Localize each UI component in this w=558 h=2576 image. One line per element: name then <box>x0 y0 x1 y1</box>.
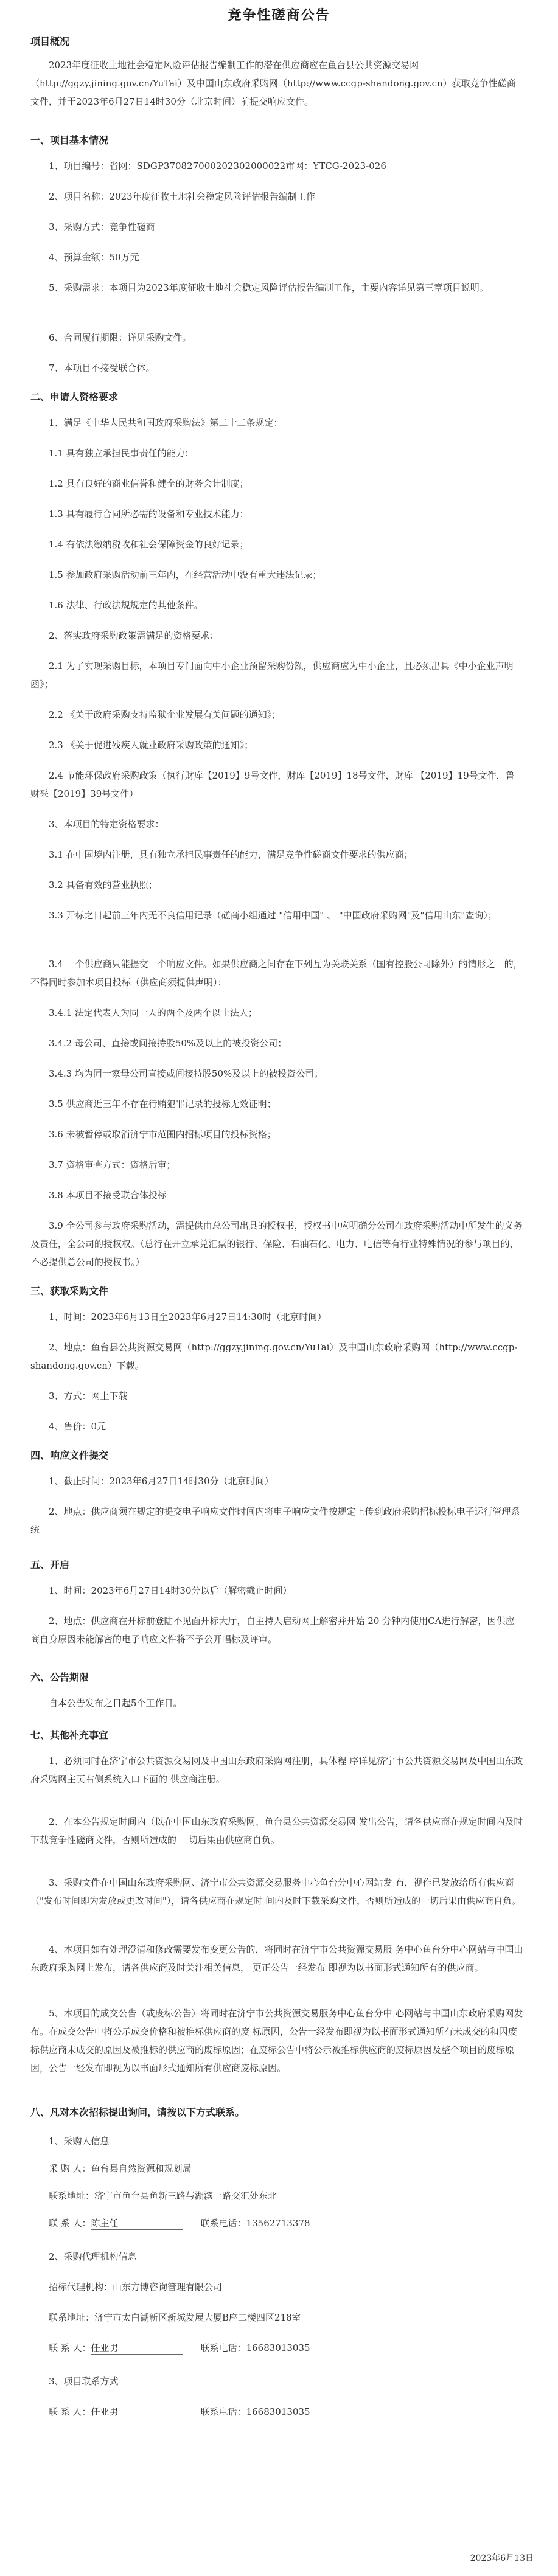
qualification-item: 2.1 为了实现采购目标，本项目专门面向中小企业预留采购份额，供应商应为中小企业，且必须出具《中小企业声明函》； <box>30 661 514 690</box>
qualification-item: 1.2 具有良好的商业信誉和健全的财务会计制度； <box>49 478 249 489</box>
qualification-item: 1.3 具有履行合同所必需的设备和专业技术能力； <box>49 509 249 519</box>
qualification-item: 3、本项目的特定资格要求： <box>49 819 164 830</box>
buyer-phone: 13562713378 <box>246 2218 310 2229</box>
section-4-heading: 四、响应文件提交 <box>30 1449 109 1461</box>
qualification-item: 3.4.3 均为同一家母公司直接或间接持股50%及以上的被投资公司； <box>49 1068 324 1079</box>
section-1-heading: 一、项目基本情况 <box>30 134 109 146</box>
agency-heading: 2、采购代理机构信息 <box>49 2251 137 2262</box>
qualification-item: 2、落实政府采购政策需满足的资格要求： <box>49 630 219 641</box>
overview-heading: 项目概况 <box>30 36 70 47</box>
agency-name: 山东方博咨询管理有限公司 <box>113 2282 223 2293</box>
overview-text: 2023年度征收土地社会稳定风险评估报告编制工作的潜在供应商应在鱼台县公共资源交易网（http://ggzy.jining.gov.cn/YuTai）及中国山东政府采购网（http://www.ccgp-shandong.gov.cn）获取竞争性磋商文件，并于2023年6月27日14时30分（北京时间）前提交响应文件。 <box>30 60 516 107</box>
procurement-method: 3、采购方式：竞争性磋商 <box>49 221 155 232</box>
qualification-item: 2.2 《关于政府采购支持监狱企业发展有关问题的通知》； <box>49 709 281 720</box>
project-contact-heading: 3、项目联系方式 <box>49 2376 119 2387</box>
qualification-item: 3.4 一个供应商只能提交一个响应文件。如果供应商之间存在下列互为关联关系（国有控股公司除外）的情形之一的，不得同时参加本项目投标（供应商须提供声明）： <box>30 959 523 988</box>
qualification-item: 3.4.2 母公司、直接或间接持股50%及以上的被投资公司； <box>49 1038 287 1049</box>
budget-amount: 4、预算金额：50万元 <box>49 252 139 263</box>
project-phone-label: 联系电话： <box>200 2406 246 2417</box>
agency-phone: 16683013035 <box>246 2342 310 2353</box>
contract-period: 6、合同履行期限：详见采购文件。 <box>49 332 192 343</box>
buyer-phone-label: 联系电话： <box>200 2218 246 2229</box>
section-8-heading: 八、凡对本次招标提出询问，请按以下方式联系。 <box>30 2106 245 2118</box>
submission-location: 2、地点：供应商须在规定的提交电子响应文件时间内将电子响应文件按规定上传到政府采购招标投标电子运行管理系统 <box>30 1506 520 1535</box>
qualification-item: 3.9 全公司参与政府采购活动，需提供由总公司出具的授权书，授权书中应明确分公司在政府采购活动中所发生的义务及责任，全公司的授权权。（总行在开立承兑汇票的银行、保险、石油石化、电力、电信等有行业特殊情况的参与项目的，不必提供总公司的授权书。） <box>30 1220 523 1268</box>
qualification-item: 3.7 资格审查方式：资格后审； <box>49 1159 176 1170</box>
buyer-contact: 陈主任 <box>91 2217 183 2230</box>
qualification-item: 2.3 《关于促进残疾人就业政府采购政策的通知》； <box>49 740 254 751</box>
qualification-item: 1.4 有依法缴纳税收和社会保障资金的良好记录； <box>49 539 249 550</box>
buyer-contact-label: 联 系 人： <box>49 2218 91 2229</box>
buyer-heading: 1、采购人信息 <box>49 2136 110 2147</box>
project-phone: 16683013035 <box>246 2406 310 2417</box>
agency-contact-label: 联 系 人： <box>49 2342 91 2353</box>
buyer-contact-row <box>30 2214 523 2232</box>
qualification-item: 1.5 参加政府采购活动前三年内，在经营活动中没有重大违法记录； <box>49 569 322 580</box>
buyer-name: 鱼台县自然资源和规划局 <box>91 2163 192 2174</box>
supplement-item: 3、采购文件在中国山东政府采购网、济宁市公共资源交易服务中心鱼台分中心网站发 布，视作已发放给所有供应商（"发布时间即为发放或更改时间"），请各供应商在规定时 间内及时下载采购文件，否则所造成的一切后果由供应商自负。 <box>30 1877 521 1906</box>
qualification-item: 3.4.1 法定代表人为同一人的两个及两个以上法人； <box>49 1007 257 1018</box>
page-title: 竞争性磋商公告 <box>228 7 330 23</box>
section-5-heading: 五、开启 <box>30 1559 70 1571</box>
qualification-item: 1、满足《中华人民共和国政府采购法》第二十二条规定： <box>49 417 283 428</box>
buyer-address-row <box>30 2187 523 2205</box>
no-consortium: 7、本项目不接受联合体。 <box>49 363 155 373</box>
section-3-heading: 三、获取采购文件 <box>30 1285 109 1297</box>
buyer-address-label: 联系地址： <box>49 2190 95 2201</box>
qualification-item: 3.1 在中国境内注册，具有独立承担民事责任的能力，满足竞争性磋商文件要求的供应商； <box>49 849 413 860</box>
agency-address: 济宁市太白湖新区新城发展大厦B座二楼四区218室 <box>94 2312 301 2323</box>
section-6-heading: 六、公告期限 <box>30 1672 89 1683</box>
section-2-heading: 二、申请人资格要求 <box>30 391 119 403</box>
submission-deadline: 1、截止时间：2023年6月27日14时30分（北京时间） <box>49 1476 274 1487</box>
obtain-price: 4、售价：0元 <box>49 1421 106 1432</box>
section-7-heading: 七、其他补充事宜 <box>30 1729 109 1741</box>
agency-contact: 任亚男 <box>91 2342 183 2355</box>
project-name: 2、项目名称：2023年度征收土地社会稳定风险评估报告编制工作 <box>49 191 315 202</box>
agency-name-row <box>30 2278 523 2296</box>
project-number: 1、项目编号：省网：SDGP370827000202302000022市网：YTCG-2023-026 <box>49 161 386 172</box>
supplement-item: 2、在本公告规定时间内（以在中国山东政府采购网、鱼台县公共资源交易网 发出公告，请各供应商在规定时间内及时下载竞争性磋商文件，否则所造成的 一切后果由供应商自负。 <box>30 1816 523 1845</box>
qualification-item: 1.1 具有独立承担民事责任的能力； <box>49 448 194 459</box>
procurement-requirement: 5、采购需求：本项目为2023年度征收土地社会稳定风险评估报告编制工作，主要内容详见第三章项目说明。 <box>49 282 489 293</box>
buyer-address: 济宁市鱼台县鱼新三路与湖滨一路交汇处东北 <box>94 2190 277 2201</box>
qualification-item: 3.6 未被暂停或取消济宁市范围内招标项目的投标资格； <box>49 1129 276 1140</box>
obtain-method: 3、方式：网上下载 <box>49 1390 128 1401</box>
buyer-name-row <box>30 2159 523 2178</box>
project-contact-row <box>30 2403 523 2421</box>
supplement-item: 4、本项目如有处理澄清和修改需要发布变更公告的，将同时在济宁市公共资源交易服 务中心鱼台分中心网站与中国山东政府采购网上发布，请各供应商及时关注相关信息， 更正公告一经发布 即视为以书面形式通知所有的供应商。 <box>30 1944 523 1973</box>
agency-address-label: 联系地址： <box>49 2312 95 2323</box>
obtain-location: 2、地点：鱼台县公共资源交易网（http://ggzy.jining.gov.cn/YuTai）及中国山东政府采购网（http://www.ccgp-shandong.gov.cn）下载。 <box>30 1342 518 1371</box>
qualification-item: 3.2 具备有效的营业执照； <box>49 880 158 890</box>
project-contact: 任亚男 <box>91 2406 183 2418</box>
qualification-item: 3.3 开标之日起前三年内无不良信用记录（磋商小组通过 "信用中国" 、 "中国政府采购网"及"信用山东"查询）； <box>49 910 497 921</box>
agency-name-label: 招标代理机构： <box>49 2282 113 2293</box>
qualification-item: 1.6 法律、行政法规规定的其他条件。 <box>49 600 203 611</box>
supplement-item: 5、本项目的成交公告（或废标公告）将同时在济宁市公共资源交易服务中心鱼台分中 心网站与中国山东政府采购网发布。在成交公告中将公示成交价格和被推标供应商的废 标原因，公告一经发布即视为以书面形式通知所有未成交的和因废标供应商未成交的原因及被推标的供应商的废标原因；在废标公告中将公示被推标供应商的废标原因及整个项目的废标原因，公告一经发布即视为以书面形式通知所有供应商废标原因。 <box>30 2008 523 2074</box>
obtain-time: 1、时间：2023年6月13日至2023年6月27日14:30时（北京时间） <box>49 1311 327 1322</box>
opening-time: 1、时间：2023年6月27日14时30分以后（解密截止时间） <box>49 1585 292 1596</box>
supplement-item: 1、必须同时在济宁市公共资源交易网及中国山东政府采购网注册，具体程 序详见济宁市公共资源交易网及中国山东政府采购网主页右侧系统入口下面的 供应商注册。 <box>30 1755 523 1785</box>
qualification-item: 3.8 本项目不接受联合体投标 <box>49 1190 167 1201</box>
buyer-name-label: 采 购 人： <box>49 2163 91 2174</box>
qualification-item: 2.4 节能环保政府采购政策（执行财库【2019】9号文件，财库【2019】18号文件，财库 【2019】19号文件，鲁财采【2019】39号文件） <box>30 770 515 799</box>
agency-phone-label: 联系电话： <box>200 2342 246 2353</box>
project-contact-label: 联 系 人： <box>49 2406 91 2417</box>
announcement-date: 2023年6月13日 <box>470 2553 534 2563</box>
agency-contact-row <box>30 2339 523 2357</box>
opening-location: 2、地点：供应商在开标前登陆不见面开标大厅，自主持人启动网上解密并开始 20 分钟内使用CA进行解密，因供应商自身原因未能解密的电子响应文件将不予公开唱标及评审。 <box>30 1616 515 1645</box>
notice-period: 自本公告发布之日起5个工作日。 <box>49 1698 183 1709</box>
agency-address-row <box>30 2308 523 2327</box>
qualification-item: 3.5 供应商近三年不存在行贿犯罪记录的投标无效证明； <box>49 1099 276 1109</box>
